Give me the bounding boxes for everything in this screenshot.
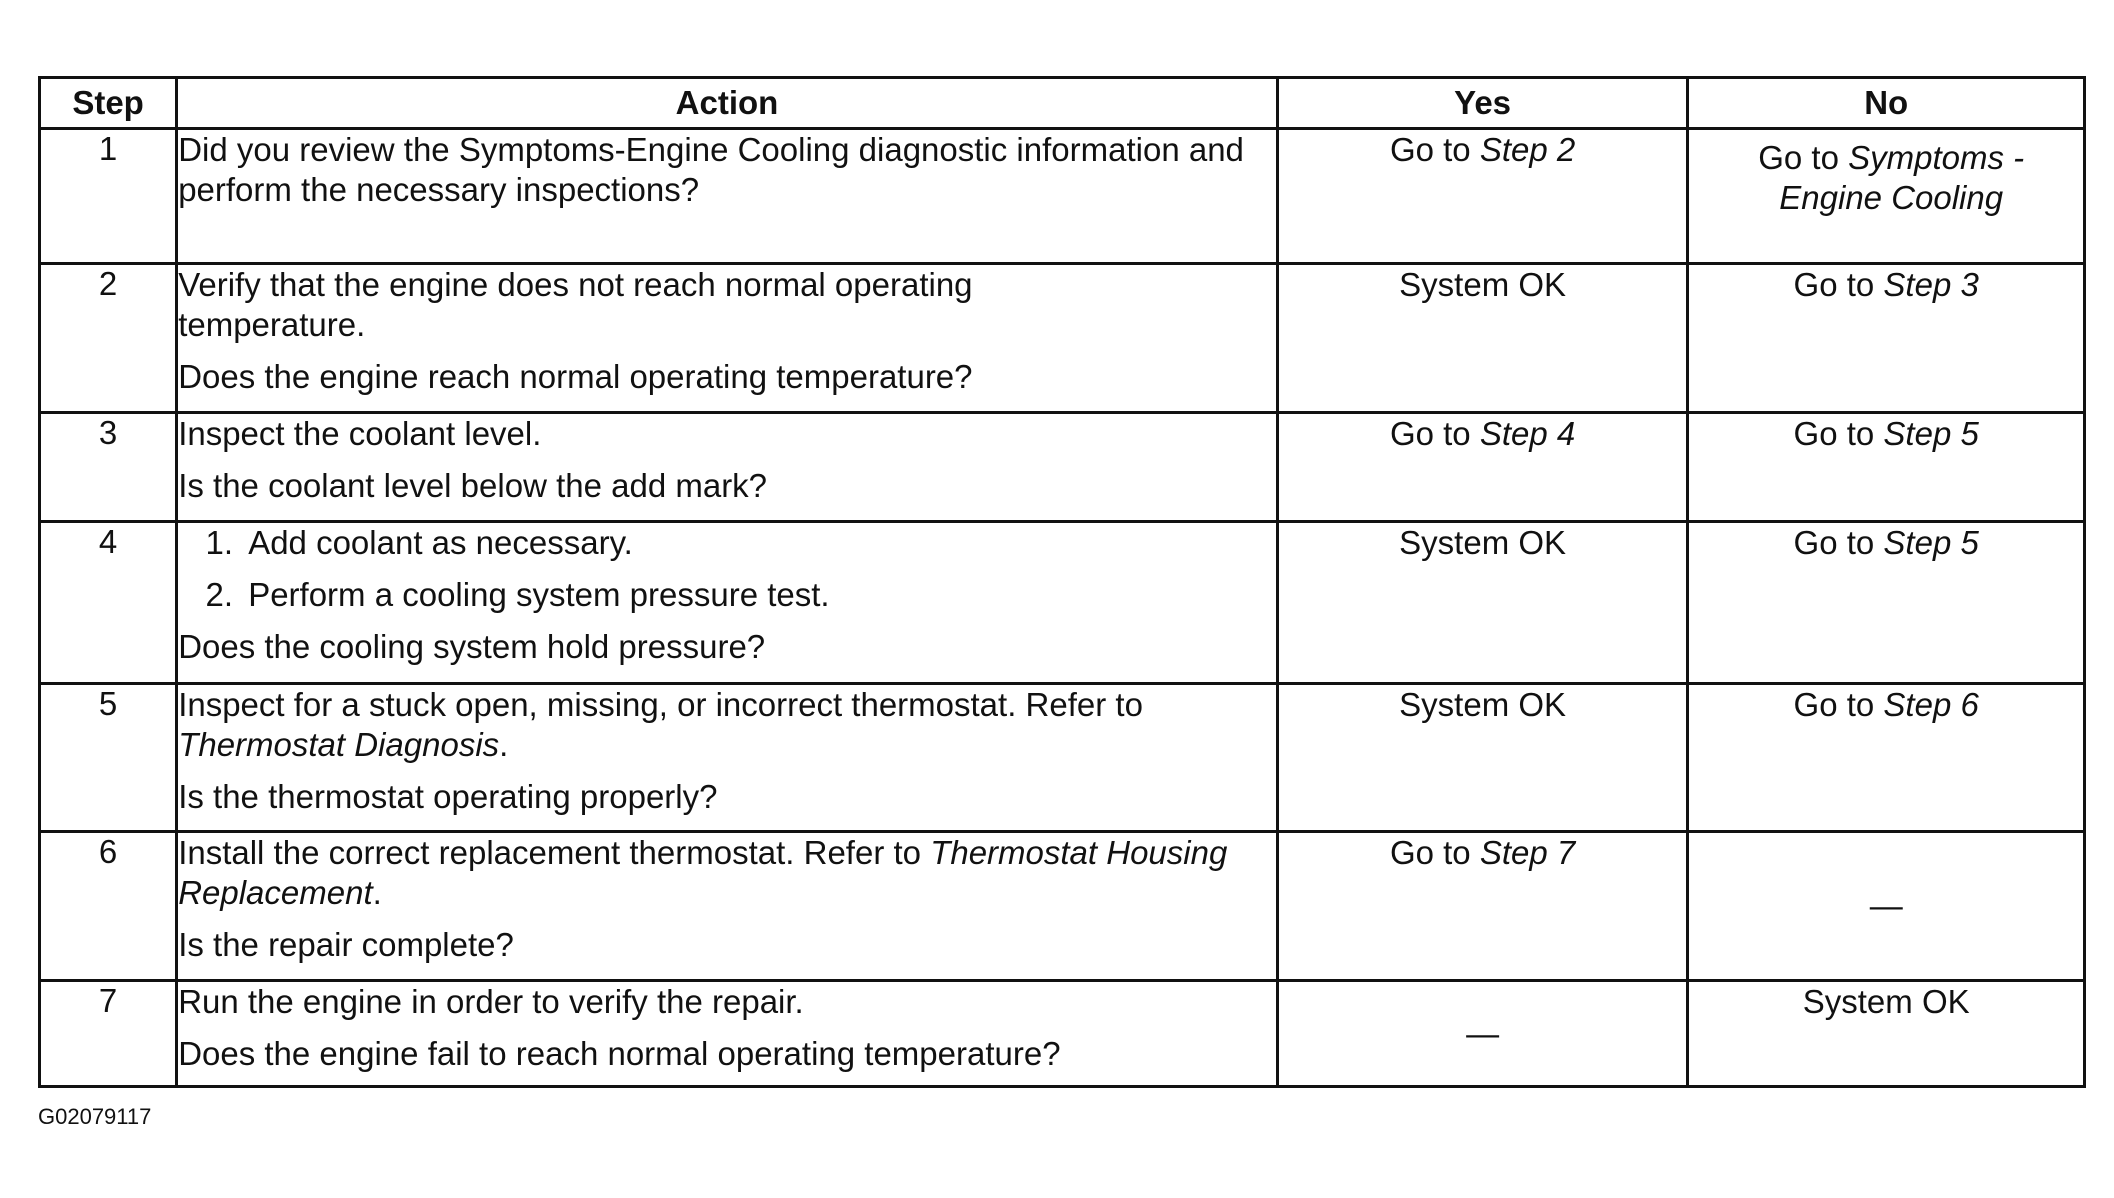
yes-result bbox=[1279, 414, 1687, 460]
diagnostic-table-container bbox=[38, 76, 2086, 1088]
action-question: Does the engine reach normal operating temperature? bbox=[178, 358, 973, 395]
table-row-step-1 bbox=[40, 129, 2085, 264]
action-text-prefix: Inspect for a stuck open, missing, or incorrect thermostat. Refer to bbox=[178, 686, 1143, 723]
yes-result: System OK bbox=[1399, 266, 1567, 303]
yes-prefix: Go to bbox=[1389, 131, 1480, 168]
header-row bbox=[40, 78, 2085, 129]
action-text bbox=[178, 833, 1276, 913]
action-list bbox=[178, 523, 1276, 615]
no-cell bbox=[1688, 684, 2085, 832]
table-row-step-3 bbox=[40, 413, 2085, 522]
no-prefix: Go to bbox=[1793, 686, 1884, 723]
action-cell bbox=[177, 264, 1278, 413]
no-cell bbox=[1688, 981, 2085, 1087]
no-prefix: Go to bbox=[1793, 415, 1884, 452]
action-text: Inspect the coolant level. bbox=[178, 415, 542, 452]
action-text-suffix: . bbox=[372, 874, 382, 911]
yes-cell bbox=[1277, 684, 1688, 832]
action-question: Is the repair complete? bbox=[178, 926, 514, 963]
header-yes: Yes bbox=[1277, 78, 1688, 129]
yes-cell bbox=[1277, 832, 1688, 981]
yes-step-link[interactable]: Step 4 bbox=[1479, 415, 1576, 452]
action-cell bbox=[177, 129, 1278, 264]
action-text: Run the engine in order to verify the repair. bbox=[178, 983, 804, 1020]
no-cell bbox=[1688, 129, 2085, 264]
no-result bbox=[1689, 414, 2083, 460]
thermostat-housing-replacement-link[interactable]: Thermostat Housing Replacement bbox=[178, 834, 1228, 911]
yes-cell bbox=[1277, 129, 1688, 264]
no-cell bbox=[1688, 522, 2085, 684]
yes-result: System OK bbox=[1399, 686, 1567, 723]
list-item: 1. Add coolant as necessary. bbox=[242, 523, 1276, 563]
action-cell bbox=[177, 981, 1278, 1087]
no-cell bbox=[1688, 264, 2085, 413]
no-result bbox=[1689, 130, 2083, 218]
table-row-step-4 bbox=[40, 522, 2085, 684]
no-prefix: Go to bbox=[1793, 524, 1884, 561]
no-prefix: Go to bbox=[1793, 266, 1884, 303]
yes-result bbox=[1279, 130, 1687, 176]
yes-step-link[interactable]: Step 7 bbox=[1479, 834, 1576, 871]
step-number: 6 bbox=[40, 832, 177, 981]
header-no: No bbox=[1688, 78, 2085, 129]
yes-cell bbox=[1277, 522, 1688, 684]
no-prefix: Go to bbox=[1758, 139, 1849, 176]
table-row-step-6 bbox=[40, 832, 2085, 981]
diagnostic-table bbox=[38, 76, 2086, 1088]
step-number: 7 bbox=[40, 981, 177, 1087]
action-text: Verify that the engine does not reach normal operating temperature. bbox=[178, 266, 973, 343]
yes-result: — bbox=[1466, 1014, 1500, 1052]
action-question: Is the coolant level below the add mark? bbox=[178, 467, 768, 504]
yes-prefix: Go to bbox=[1389, 834, 1480, 871]
step-number: 4 bbox=[40, 522, 177, 684]
figure-id: G02079117 bbox=[38, 1104, 152, 1129]
action-text: Did you review the Symptoms-Engine Cooling diagnostic information and perform the necessary inspections? bbox=[178, 131, 1244, 208]
no-reference-link[interactable]: Symptoms - Engine Cooling bbox=[1779, 139, 2025, 216]
no-step-link[interactable]: Step 5 bbox=[1883, 415, 1979, 452]
no-step-link[interactable]: Step 3 bbox=[1883, 266, 1979, 303]
no-result: System OK bbox=[1802, 983, 1970, 1020]
action-text-prefix: Install the correct replacement thermostat. Refer to bbox=[178, 834, 931, 871]
header-action: Action bbox=[177, 78, 1278, 129]
thermostat-diagnosis-link[interactable]: Thermostat Diagnosis bbox=[178, 726, 500, 763]
no-result bbox=[1689, 523, 2083, 569]
step-number: 2 bbox=[40, 264, 177, 413]
no-result bbox=[1689, 685, 2083, 731]
no-cell bbox=[1688, 413, 2085, 522]
no-cell bbox=[1688, 832, 2085, 981]
header-step: Step bbox=[40, 78, 177, 129]
action-cell bbox=[177, 684, 1278, 832]
no-step-link[interactable]: Step 6 bbox=[1883, 686, 1979, 723]
action-question: Does the cooling system hold pressure? bbox=[178, 628, 766, 665]
step-number: 5 bbox=[40, 684, 177, 832]
action-cell bbox=[177, 522, 1278, 684]
yes-step-link[interactable]: Step 2 bbox=[1479, 131, 1576, 168]
action-question: Does the engine fail to reach normal operating temperature? bbox=[178, 1035, 1061, 1072]
yes-result: System OK bbox=[1399, 524, 1567, 561]
no-result: — bbox=[1869, 887, 1903, 924]
no-result bbox=[1689, 265, 2083, 311]
table-row-step-7 bbox=[40, 981, 2085, 1087]
table-row-step-5 bbox=[40, 684, 2085, 832]
no-step-link[interactable]: Step 5 bbox=[1883, 524, 1979, 561]
yes-cell bbox=[1277, 981, 1688, 1087]
list-item: 2. Perform a cooling system pressure test. bbox=[242, 575, 1276, 615]
yes-prefix: Go to bbox=[1389, 415, 1480, 452]
step-number: 3 bbox=[40, 413, 177, 522]
action-cell bbox=[177, 413, 1278, 522]
table-row-step-2 bbox=[40, 264, 2085, 413]
step-number: 1 bbox=[40, 129, 177, 264]
yes-result bbox=[1279, 833, 1687, 879]
yes-cell bbox=[1277, 264, 1688, 413]
action-text-suffix: . bbox=[499, 726, 509, 763]
yes-cell bbox=[1277, 413, 1688, 522]
action-question: Is the thermostat operating properly? bbox=[178, 778, 718, 815]
action-cell bbox=[177, 832, 1278, 981]
action-text bbox=[178, 685, 1276, 765]
